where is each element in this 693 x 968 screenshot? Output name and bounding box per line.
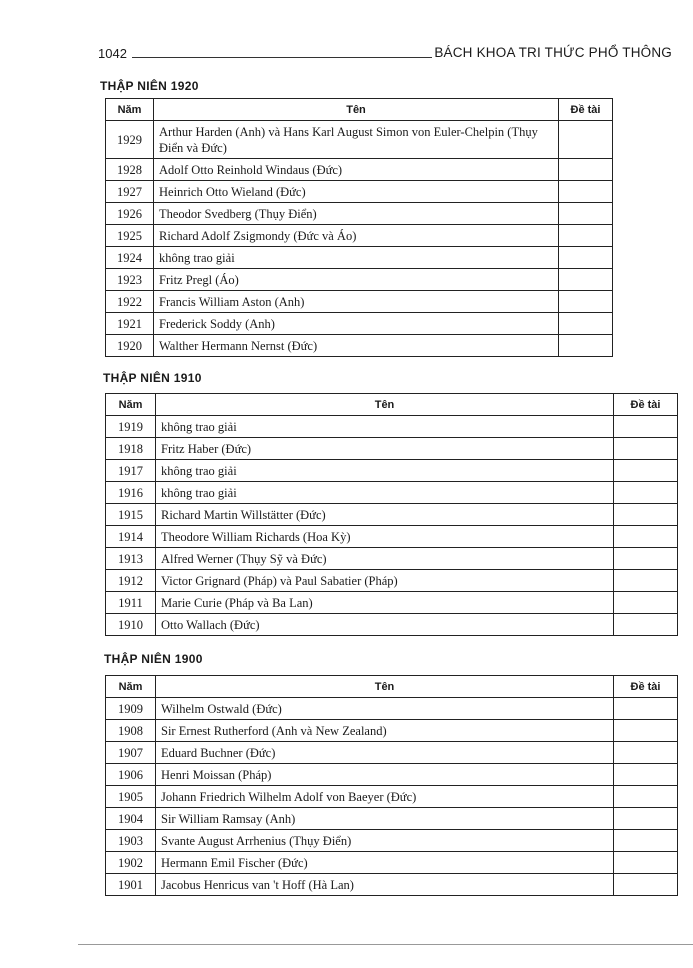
topic-cell [614,548,678,570]
year-cell: 1921 [106,313,154,335]
book-title: BÁCH KHOA TRI THỨC PHỔ THÔNG [434,45,672,60]
topic-cell [614,482,678,504]
topic-cell [559,121,613,159]
table-row [106,335,613,357]
topic-cell [614,830,678,852]
year-cell: 1906 [106,764,156,786]
year-cell: 1913 [106,548,156,570]
name-cell: không trao giải [156,416,614,438]
table-body [106,416,678,636]
awards-table-1900s [105,675,678,896]
name-cell: Frederick Soddy (Anh) [154,313,559,335]
year-cell: 1917 [106,460,156,482]
topic-cell [559,269,613,291]
table-body [106,121,613,357]
col-header-year: Năm [106,676,156,698]
table-body [106,698,678,896]
table-header-row [106,676,678,698]
name-cell: Svante August Arrhenius (Thụy Điển) [156,830,614,852]
page-header [98,44,672,64]
table-row [106,416,678,438]
name-cell: không trao giải [154,247,559,269]
topic-cell [614,764,678,786]
name-cell: Fritz Pregl (Áo) [154,269,559,291]
table-row [106,548,678,570]
year-cell: 1916 [106,482,156,504]
table-row [106,786,678,808]
year-cell: 1903 [106,830,156,852]
table-row [106,247,613,269]
table-row [106,181,613,203]
table-row [106,764,678,786]
topic-cell [614,614,678,636]
section-title-1910s: THẬP NIÊN 1910 [103,371,202,385]
topic-cell [614,786,678,808]
name-cell: không trao giải [156,460,614,482]
year-cell: 1919 [106,416,156,438]
year-cell: 1915 [106,504,156,526]
topic-cell [614,438,678,460]
topic-cell [614,742,678,764]
topic-cell [614,416,678,438]
year-cell: 1904 [106,808,156,830]
name-cell: Walther Hermann Nernst (Đức) [154,335,559,357]
table-header-row [106,99,613,121]
table-header-row [106,394,678,416]
col-header-name: Tên [154,99,559,121]
year-cell: 1902 [106,852,156,874]
table-row [106,269,613,291]
table-row [106,720,678,742]
year-cell: 1923 [106,269,154,291]
topic-cell [559,247,613,269]
name-cell: Sir William Ramsay (Anh) [156,808,614,830]
table-row [106,742,678,764]
name-cell: Wilhelm Ostwald (Đức) [156,698,614,720]
table-row [106,808,678,830]
page-number: 1042 [98,46,127,61]
col-header-topic: Đề tài [614,676,678,698]
name-cell: Sir Ernest Rutherford (Anh và New Zealand) [156,720,614,742]
topic-cell [614,526,678,548]
col-header-topic: Đề tài [559,99,613,121]
year-cell: 1907 [106,742,156,764]
name-cell: Marie Curie (Pháp và Ba Lan) [156,592,614,614]
topic-cell [614,720,678,742]
table-row [106,614,678,636]
topic-cell [614,698,678,720]
name-cell: Jacobus Henricus van 't Hoff (Hà Lan) [156,874,614,896]
topic-cell [614,570,678,592]
topic-cell [614,460,678,482]
name-cell: Adolf Otto Reinhold Windaus (Đức) [154,159,559,181]
year-cell: 1920 [106,335,154,357]
table-row [106,121,613,159]
year-cell: 1918 [106,438,156,460]
col-header-topic: Đề tài [614,394,678,416]
topic-cell [559,291,613,313]
year-cell: 1908 [106,720,156,742]
name-cell: Richard Martin Willstätter (Đức) [156,504,614,526]
section-title-1900s: THẬP NIÊN 1900 [104,652,203,666]
topic-cell [614,808,678,830]
name-cell: Johann Friedrich Wilhelm Adolf von Baeyer (Đức) [156,786,614,808]
header-rule [132,57,432,58]
awards-table-1920s [105,98,613,357]
year-cell: 1911 [106,592,156,614]
table-row [106,698,678,720]
year-cell: 1910 [106,614,156,636]
topic-cell [614,874,678,896]
awards-table-1910s [105,393,678,636]
table-row [106,225,613,247]
topic-cell [559,225,613,247]
year-cell: 1914 [106,526,156,548]
name-cell: Heinrich Otto Wieland (Đức) [154,181,559,203]
table-row [106,504,678,526]
name-cell: Richard Adolf Zsigmondy (Đức và Áo) [154,225,559,247]
table-row [106,159,613,181]
topic-cell [614,592,678,614]
topic-cell [614,504,678,526]
col-header-year: Năm [106,394,156,416]
table-row [106,592,678,614]
name-cell: không trao giải [156,482,614,504]
table-row [106,313,613,335]
year-cell: 1926 [106,203,154,225]
col-header-name: Tên [156,394,614,416]
table-row [106,830,678,852]
table-row [106,438,678,460]
section-title-1920s: THẬP NIÊN 1920 [100,79,199,93]
year-cell: 1922 [106,291,154,313]
name-cell: Eduard Buchner (Đức) [156,742,614,764]
table-row [106,526,678,548]
name-cell: Theodor Svedberg (Thụy Điển) [154,203,559,225]
name-cell: Francis William Aston (Anh) [154,291,559,313]
table-row [106,874,678,896]
year-cell: 1929 [106,121,154,159]
table-row [106,460,678,482]
name-cell: Fritz Haber (Đức) [156,438,614,460]
topic-cell [559,203,613,225]
name-cell: Hermann Emil Fischer (Đức) [156,852,614,874]
topic-cell [559,159,613,181]
year-cell: 1928 [106,159,154,181]
page-bottom-rule [78,944,693,945]
name-cell: Henri Moissan (Pháp) [156,764,614,786]
year-cell: 1905 [106,786,156,808]
table-row [106,203,613,225]
year-cell: 1912 [106,570,156,592]
topic-cell [559,181,613,203]
topic-cell [614,852,678,874]
col-header-name: Tên [156,676,614,698]
table-row [106,482,678,504]
name-cell: Theodore William Richards (Hoa Kỳ) [156,526,614,548]
name-cell: Otto Wallach (Đức) [156,614,614,636]
year-cell: 1901 [106,874,156,896]
name-cell: Alfred Werner (Thụy Sỹ và Đức) [156,548,614,570]
year-cell: 1925 [106,225,154,247]
year-cell: 1924 [106,247,154,269]
year-cell: 1909 [106,698,156,720]
table-row [106,852,678,874]
topic-cell [559,313,613,335]
table-row [106,570,678,592]
topic-cell [559,335,613,357]
col-header-year: Năm [106,99,154,121]
year-cell: 1927 [106,181,154,203]
name-cell: Victor Grignard (Pháp) và Paul Sabatier (Pháp) [156,570,614,592]
name-cell: Arthur Harden (Anh) và Hans Karl August Simon von Euler-Chelpin (Thụy Điển và Đức) [154,121,559,159]
table-row [106,291,613,313]
